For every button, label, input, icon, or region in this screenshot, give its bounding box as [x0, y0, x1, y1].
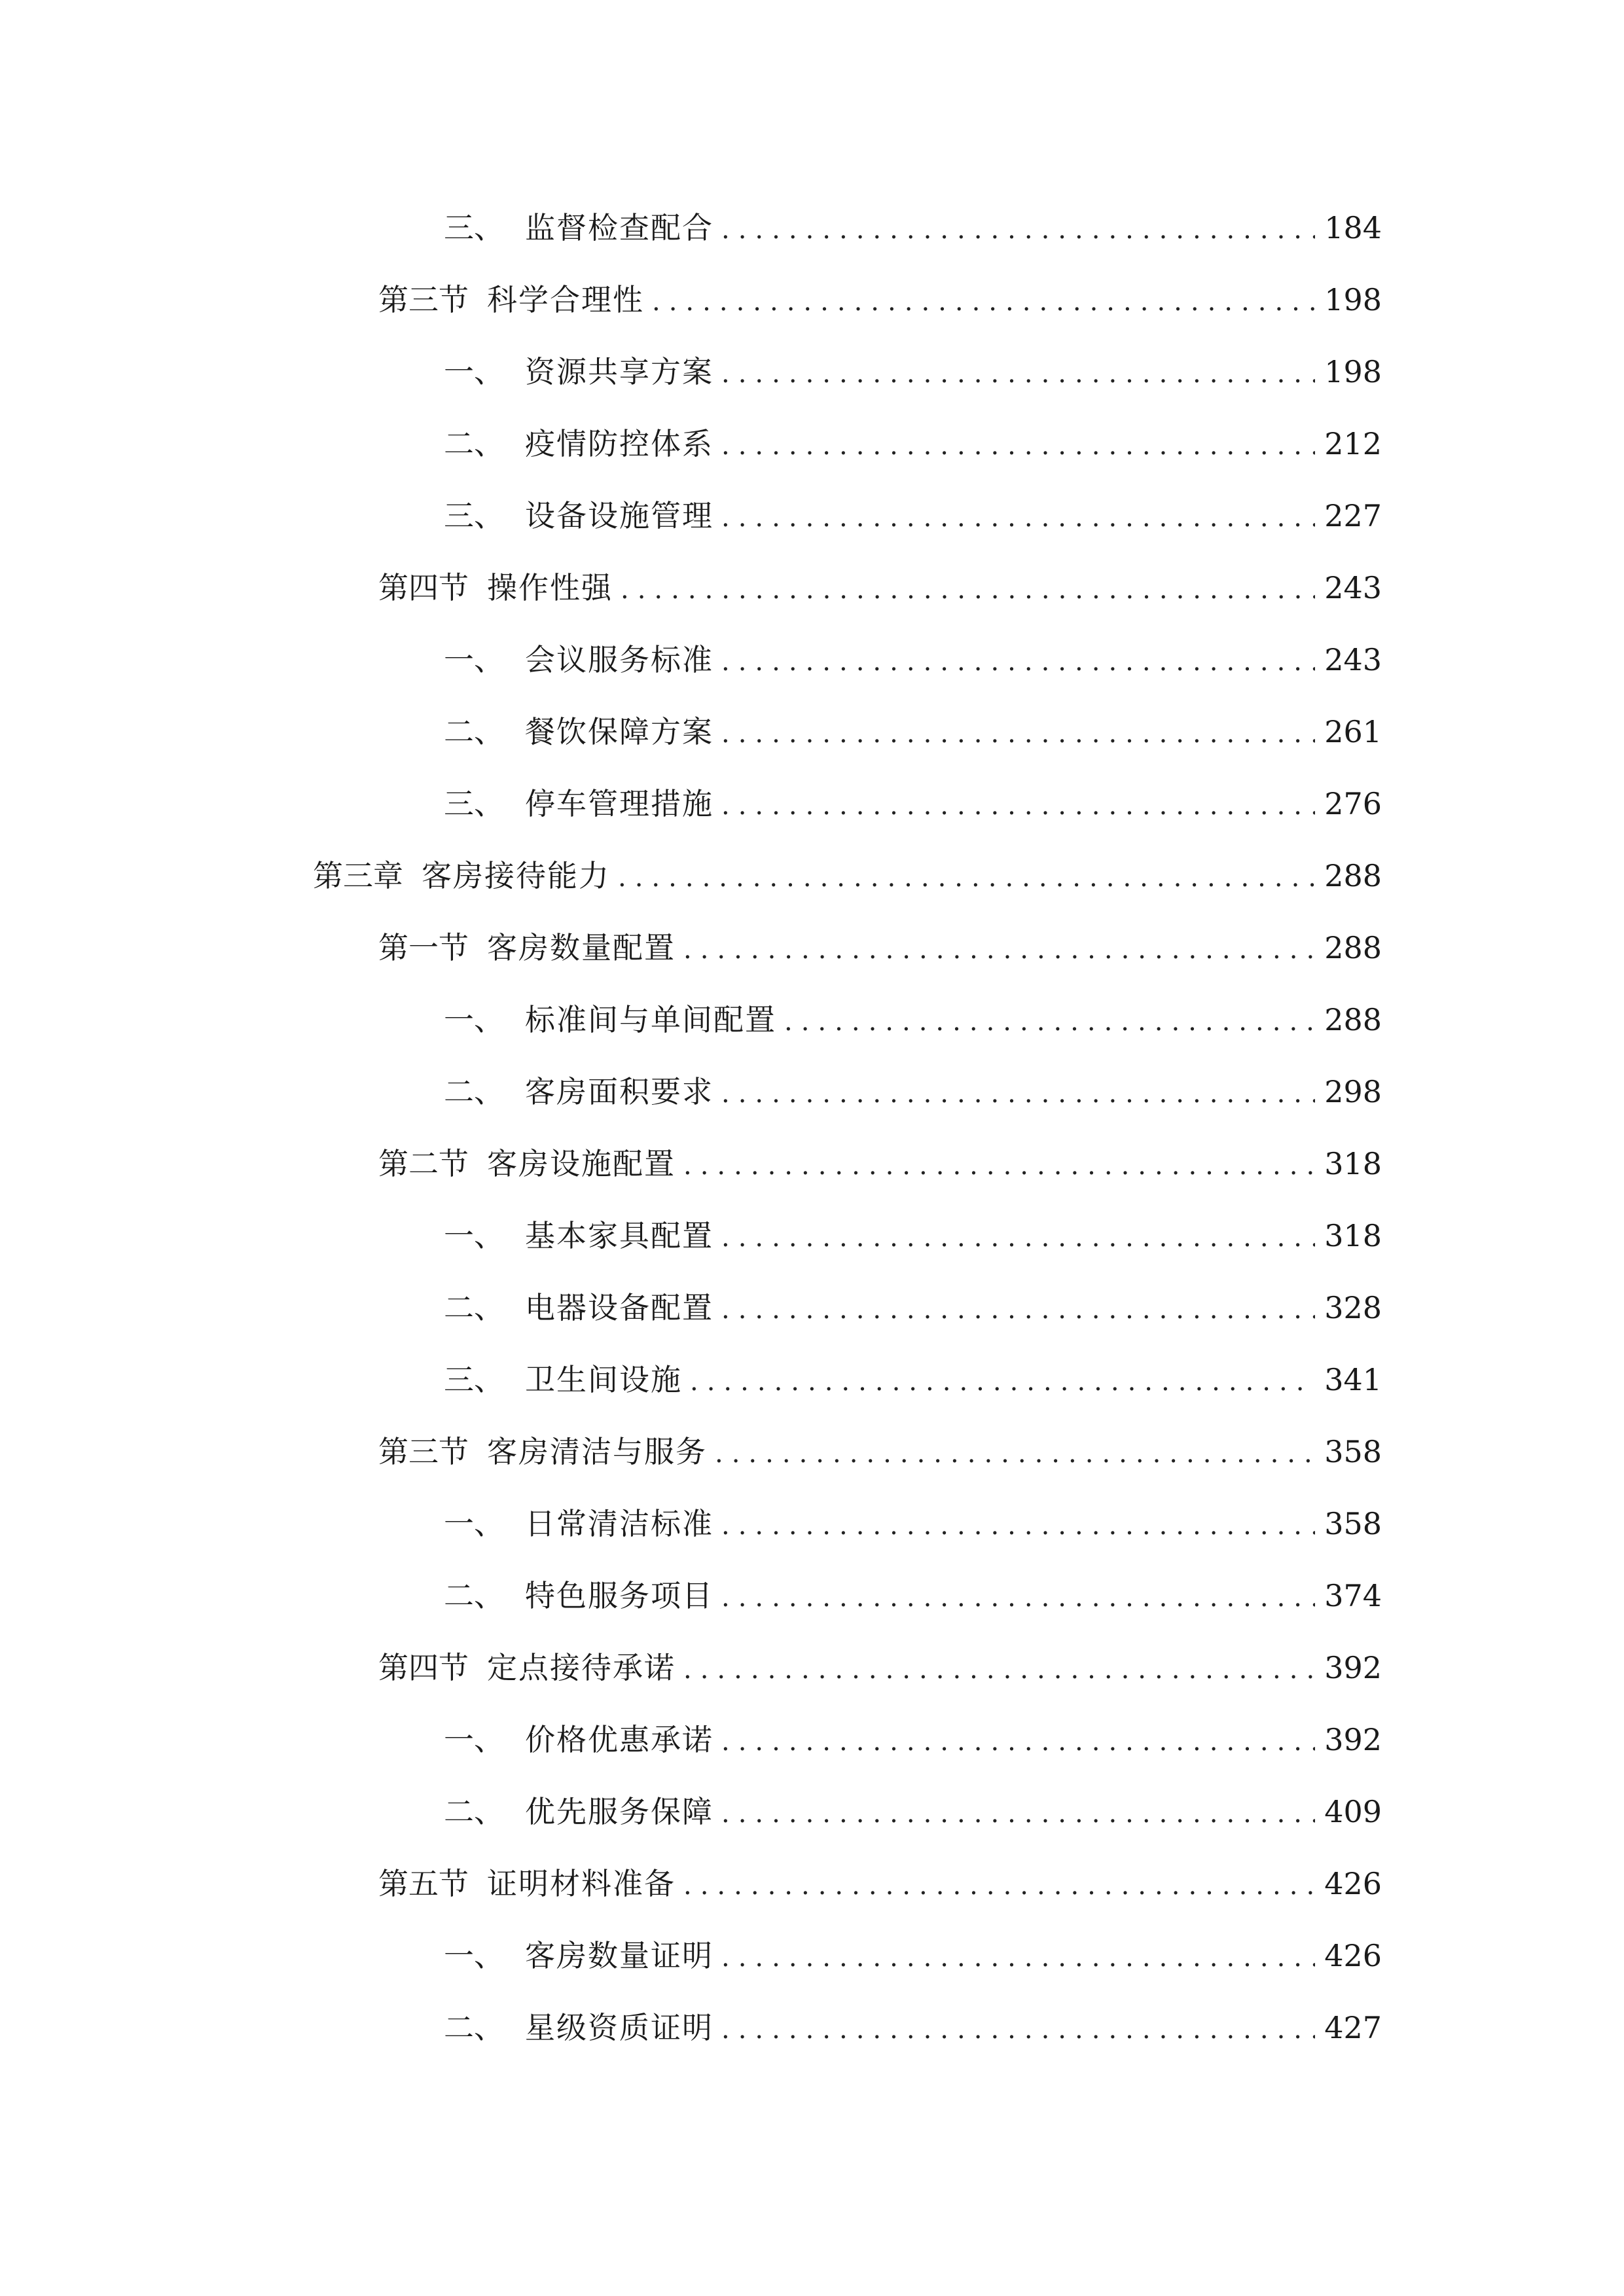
toc-entry-page: 198	[1324, 354, 1382, 389]
toc-entry-title: 客房接待能力	[422, 858, 610, 893]
toc-entry[interactable]	[444, 1210, 1382, 1262]
toc-entry-page: 243	[1324, 642, 1382, 677]
toc-entry-number: 一、	[444, 642, 504, 677]
toc-entry[interactable]	[444, 1066, 1382, 1118]
toc-entry-number: 二、	[444, 426, 504, 461]
toc-entry-number: 二、	[444, 1794, 504, 1829]
toc-entry-page: 426	[1324, 1866, 1382, 1901]
toc-entry[interactable]	[378, 1641, 1382, 1694]
toc-entry-page: 341	[1324, 1362, 1382, 1397]
toc-entry[interactable]	[444, 202, 1382, 254]
dot-leader	[618, 852, 1315, 904]
dot-leader	[721, 1571, 1315, 1624]
toc-entry-number: 第五节	[378, 1866, 469, 1901]
toc-entry-page: 427	[1324, 2010, 1382, 2045]
dot-leader	[721, 1067, 1315, 1120]
toc-entry-title: 定点接待承诺	[487, 1650, 676, 1685]
toc-entry[interactable]	[444, 634, 1382, 686]
toc-entry[interactable]	[378, 1138, 1382, 1190]
toc-entry-number: 三、	[444, 786, 504, 821]
toc-entry[interactable]	[444, 706, 1382, 758]
toc-entry-title: 特色服务项目	[525, 1578, 713, 1613]
dot-leader	[721, 708, 1315, 760]
toc-entry[interactable]	[444, 994, 1382, 1046]
toc-entry-title: 会议服务标准	[525, 642, 713, 677]
toc-entry[interactable]	[444, 1713, 1382, 1766]
dot-leader	[652, 276, 1315, 328]
dot-leader	[721, 420, 1315, 472]
toc-entry[interactable]	[378, 1426, 1382, 1478]
toc-entry-page: 328	[1324, 1290, 1382, 1325]
dot-leader	[784, 996, 1315, 1048]
dot-leader	[683, 1643, 1315, 1696]
toc-entry-title: 操作性强	[487, 570, 613, 605]
toc-entry-page: 392	[1324, 1650, 1382, 1685]
toc-entry-page: 227	[1324, 498, 1382, 533]
dot-leader	[683, 1859, 1315, 1912]
toc-entry-page: 288	[1324, 1002, 1382, 1037]
toc-entry-title: 客房数量证明	[525, 1938, 713, 1973]
toc-entry-number: 一、	[444, 1722, 504, 1757]
toc-entry-title: 客房数量配置	[487, 930, 676, 965]
toc-entry-page: 298	[1324, 1074, 1382, 1109]
toc-entry-number: 第二节	[378, 1146, 469, 1181]
toc-entry-title: 星级资质证明	[525, 2010, 713, 2045]
toc-entry-page: 426	[1324, 1938, 1382, 1973]
toc-entry-page: 198	[1324, 282, 1382, 317]
dot-leader	[721, 1931, 1315, 1984]
toc-entry-title: 价格优惠承诺	[525, 1722, 713, 1757]
dot-leader	[683, 1139, 1315, 1192]
toc-entry-number: 一、	[444, 1938, 504, 1973]
toc-entry-number: 三、	[444, 498, 504, 533]
toc-entry-title: 日常清洁标准	[525, 1506, 713, 1541]
toc-entry-title: 餐饮保障方案	[525, 714, 713, 749]
toc-entry[interactable]	[378, 1857, 1382, 1910]
toc-entry-number: 三、	[444, 1362, 504, 1397]
toc-entry-number: 第三节	[378, 282, 469, 317]
dot-leader	[721, 2003, 1315, 2056]
toc-entry[interactable]	[444, 418, 1382, 470]
dot-leader	[721, 1787, 1315, 1840]
dot-leader	[721, 204, 1315, 256]
toc-entry-number: 一、	[444, 1218, 504, 1253]
toc-entry-page: 358	[1324, 1434, 1382, 1469]
toc-entry[interactable]	[444, 1282, 1382, 1334]
dot-leader	[690, 1355, 1315, 1408]
toc-entry[interactable]	[378, 922, 1382, 974]
toc-entry-number: 一、	[444, 1002, 504, 1037]
toc-entry-title: 卫生间设施	[525, 1362, 682, 1397]
toc-entry[interactable]	[444, 1354, 1382, 1406]
toc-entry-page: 358	[1324, 1506, 1382, 1541]
toc-entry-title: 电器设备配置	[525, 1290, 713, 1325]
toc-entry[interactable]	[444, 2001, 1382, 2054]
dot-leader	[721, 348, 1315, 400]
toc-entry-page: 318	[1324, 1218, 1382, 1253]
toc-entry-page: 261	[1324, 714, 1382, 749]
toc-entry-number: 第三节	[378, 1434, 469, 1469]
toc-entry-number: 二、	[444, 714, 504, 749]
toc-entry[interactable]	[444, 1498, 1382, 1550]
toc-entry-number: 二、	[444, 1290, 504, 1325]
toc-entry[interactable]	[444, 1929, 1382, 1982]
dot-leader	[721, 1283, 1315, 1336]
toc-entry-title: 客房面积要求	[525, 1074, 713, 1109]
dot-leader	[721, 1715, 1315, 1768]
toc-entry-title: 标准间与单间配置	[525, 1002, 776, 1037]
toc-entry-page: 184	[1324, 210, 1382, 245]
toc-entry-title: 客房清洁与服务	[487, 1434, 707, 1469]
dot-leader	[621, 564, 1315, 616]
toc-entry[interactable]	[444, 490, 1382, 542]
toc-entry-title: 设备设施管理	[525, 498, 713, 533]
toc-entry-page: 318	[1324, 1146, 1382, 1181]
toc-entry[interactable]	[444, 778, 1382, 830]
toc-entry-title: 资源共享方案	[525, 354, 713, 389]
dot-leader	[721, 636, 1315, 688]
toc-entry-number: 二、	[444, 1578, 504, 1613]
toc-entry-page: 374	[1324, 1578, 1382, 1613]
toc-entry-chapter[interactable]	[313, 850, 1382, 902]
toc-entry-title: 停车管理措施	[525, 786, 713, 821]
toc-entry-page: 288	[1324, 930, 1382, 965]
dot-leader	[721, 780, 1315, 832]
toc-entry-page: 409	[1324, 1794, 1382, 1829]
toc-entry-number: 第四节	[378, 570, 469, 605]
toc-entry-title: 科学合理性	[487, 282, 644, 317]
dot-leader	[715, 1427, 1315, 1480]
toc-entry-page: 288	[1324, 858, 1382, 893]
toc-entry-number: 第一节	[378, 930, 469, 965]
toc-entry-number: 二、	[444, 1074, 504, 1109]
toc-entry-number: 三、	[444, 210, 504, 245]
toc-entry-title: 证明材料准备	[487, 1866, 676, 1901]
toc-entry[interactable]	[444, 1785, 1382, 1838]
toc-entry-number: 第四节	[378, 1650, 469, 1685]
toc-entry-page: 212	[1324, 426, 1382, 461]
toc-entry-title: 优先服务保障	[525, 1794, 713, 1829]
toc-entry-number: 一、	[444, 354, 504, 389]
dot-leader	[683, 924, 1315, 976]
toc-entry-number: 二、	[444, 2010, 504, 2045]
toc-entry-title: 疫情防控体系	[525, 426, 713, 461]
toc-entry[interactable]	[444, 346, 1382, 398]
toc-entry-title: 客房设施配置	[487, 1146, 676, 1181]
toc-entry[interactable]	[378, 562, 1382, 614]
toc-entry-page: 276	[1324, 786, 1382, 821]
toc-entry-number: 一、	[444, 1506, 504, 1541]
toc-entry-title: 监督检查配合	[525, 210, 713, 245]
toc-entry-page: 392	[1324, 1722, 1382, 1757]
toc-entry-title: 基本家具配置	[525, 1218, 713, 1253]
toc-entry[interactable]	[444, 1570, 1382, 1622]
dot-leader	[721, 1211, 1315, 1264]
toc-entry[interactable]	[378, 274, 1382, 326]
dot-leader	[721, 492, 1315, 544]
toc-entry-page: 243	[1324, 570, 1382, 605]
dot-leader	[721, 1499, 1315, 1552]
toc-entry-number: 第三章	[313, 858, 403, 893]
